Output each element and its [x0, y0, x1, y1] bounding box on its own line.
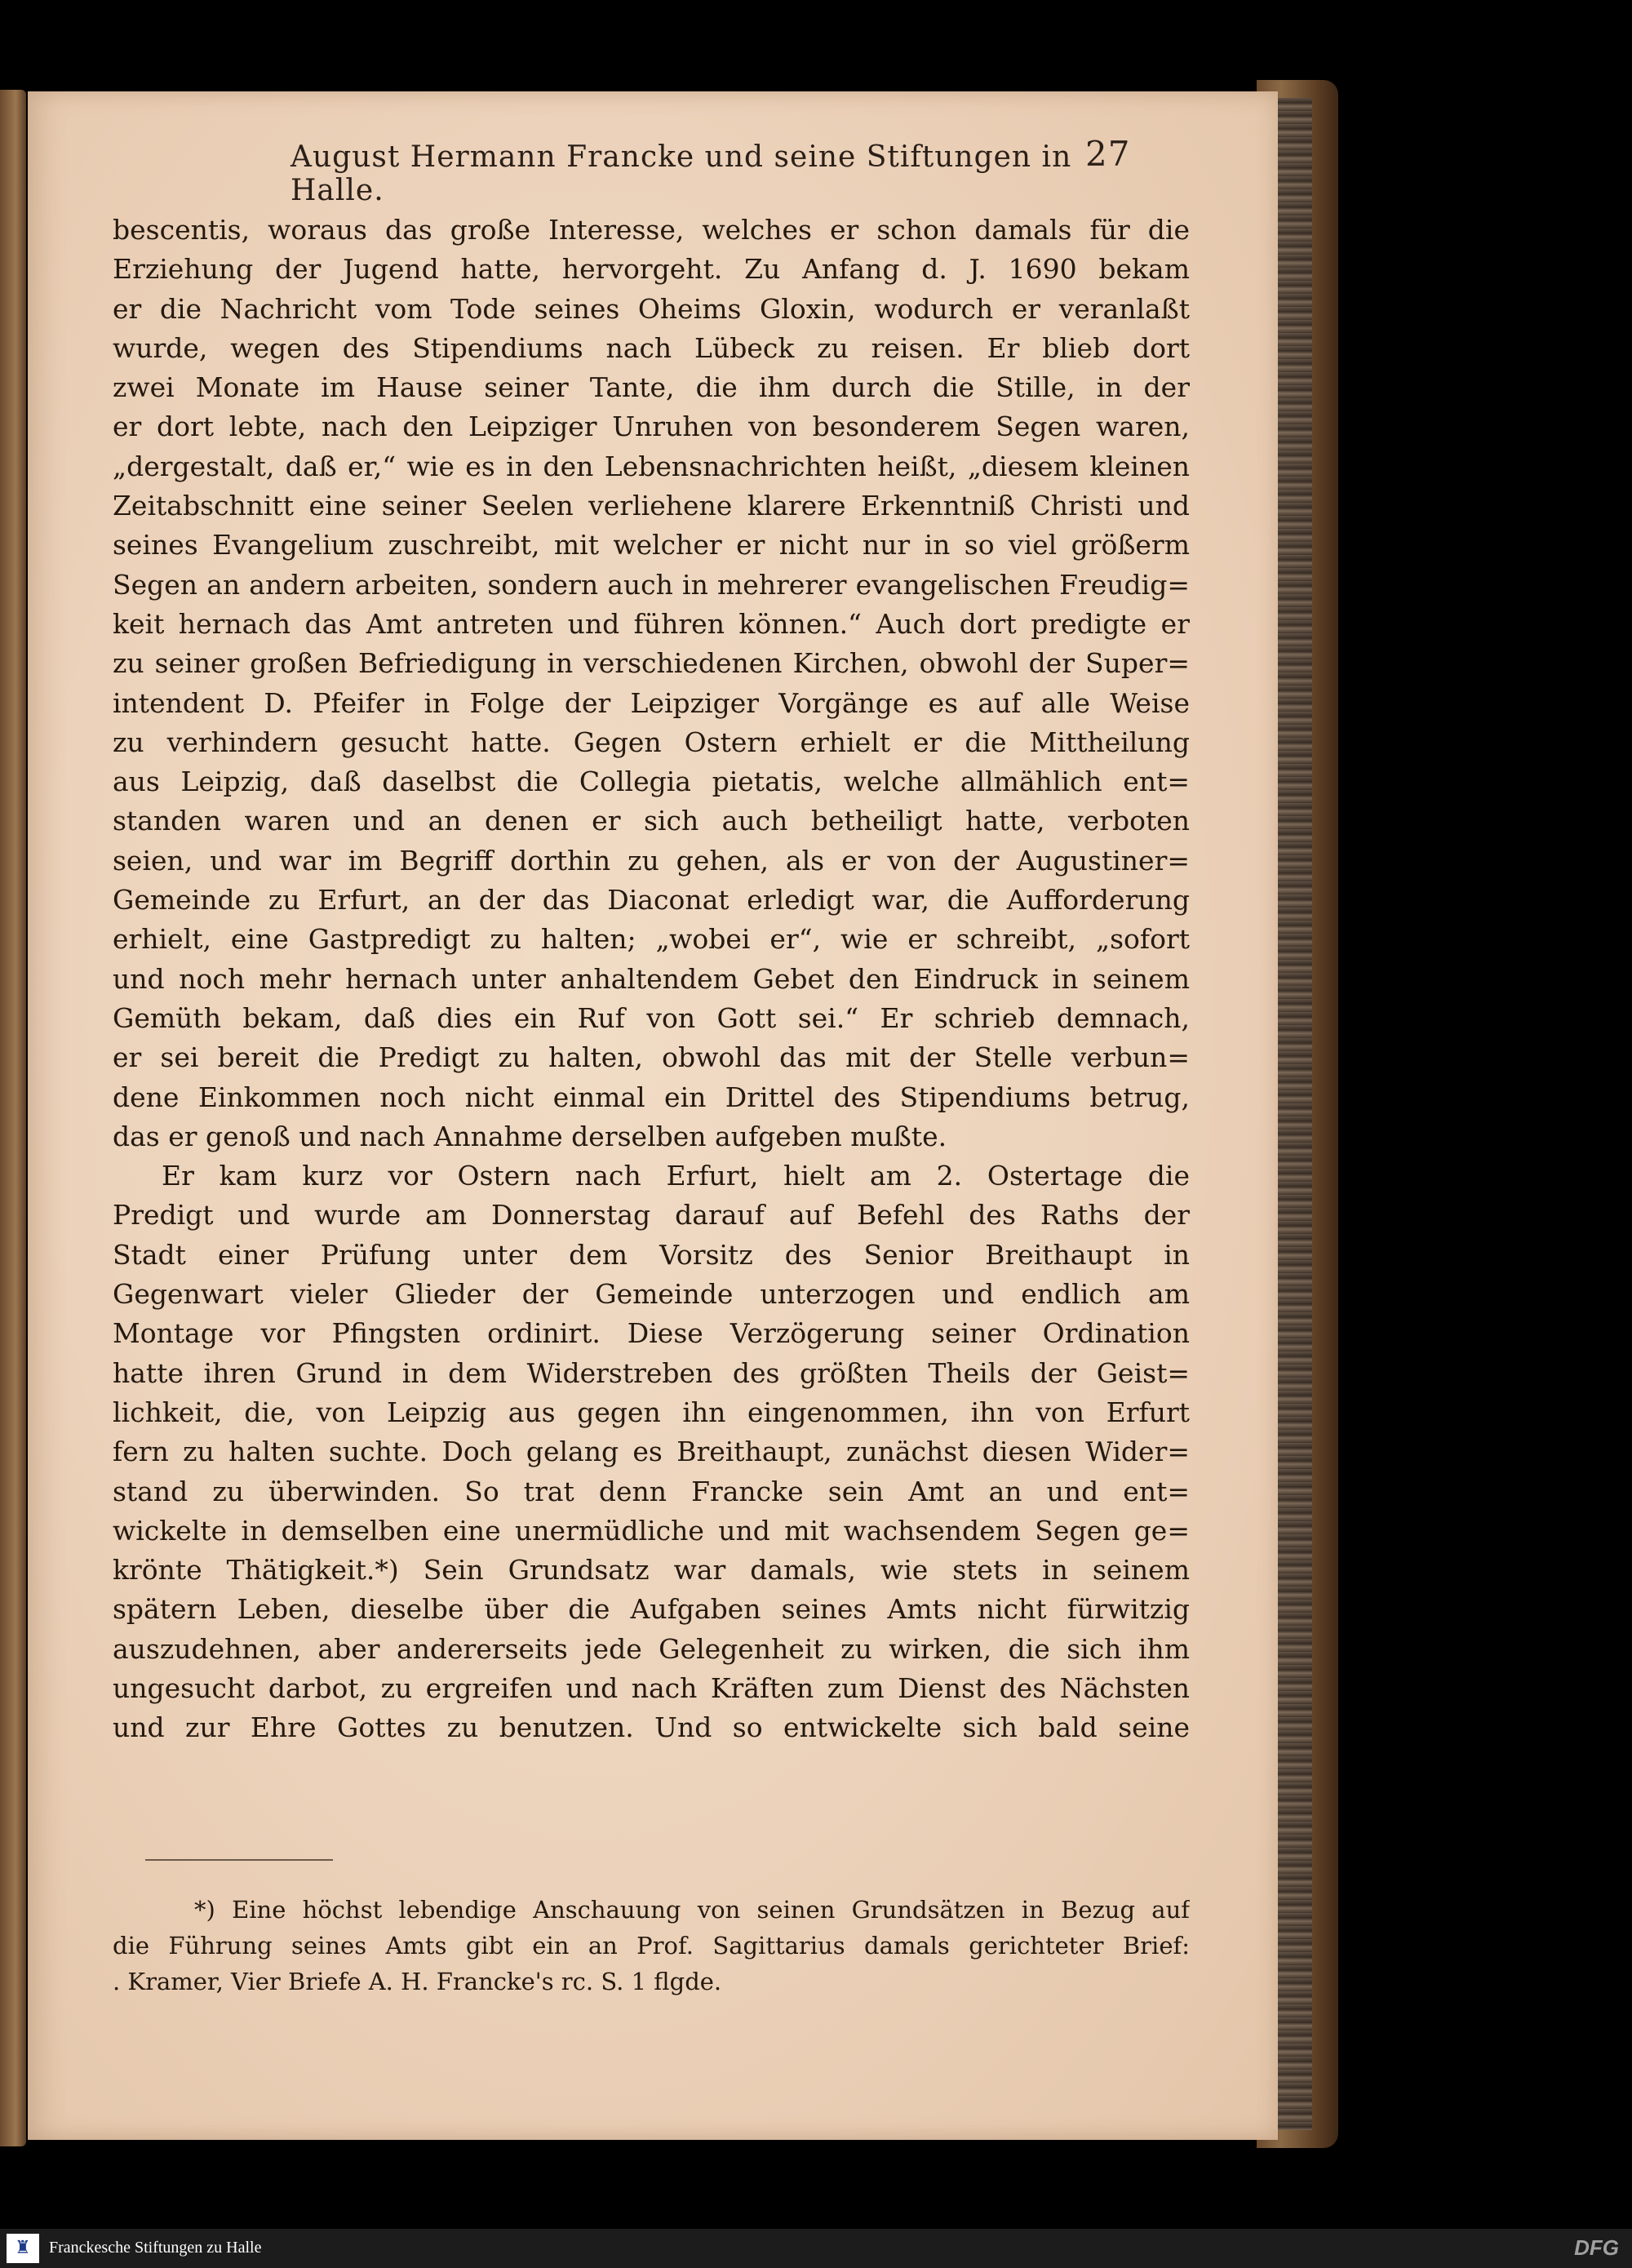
text-line: Gemüth bekam, daß dies ein Ruf von Gott sei.“ Er schrieb demnach,	[113, 1001, 1190, 1034]
text-line: zu verhindern gesucht hatte. Gegen Ostern erhielt er die Mittheilung	[113, 726, 1190, 758]
text-line: wickelte in demselben eine unermüdliche und mit wachsendem Segen ge=	[113, 1514, 1190, 1547]
text-line: spätern Leben, dieselbe über die Aufgaben seines Amts nicht fürwitzig	[113, 1593, 1190, 1626]
text-line: Stadt einer Prüfung unter dem Vorsitz des Senior Breithaupt in	[113, 1238, 1190, 1271]
text-line: zu seiner großen Befriedigung in verschiedenen Kirchen, obwohl der Super=	[113, 647, 1190, 680]
text-line: Gemeinde zu Erfurt, an der das Diaconat erledigt war, die Aufforderung	[113, 884, 1190, 917]
text-line: seines Evangelium zuschreibt, mit welcher er nicht nur in so viel größerm	[113, 529, 1190, 561]
text-line: zwei Monate im Hause seiner Tante, die ihm durch die Stille, in der	[113, 371, 1190, 404]
footer-institution[interactable]: Franckesche Stiftungen zu Halle	[49, 2239, 262, 2257]
footer-bar	[0, 2229, 1632, 2268]
text-line: und noch mehr hernach unter anhaltendem Gebet den Eindruck in seinem	[113, 962, 1190, 995]
running-title: August Hermann Francke und seine Stiftungen in Halle.	[290, 140, 1072, 207]
dfg-logo: DFG	[1574, 2235, 1619, 2260]
text-line: Zeitabschnitt eine seiner Seelen verliehene klarere Erkenntniß Christi und	[113, 490, 1190, 522]
text-line: standen waren und an denen er sich auch betheiligt hatte, verboten	[113, 805, 1190, 837]
footnote-line: die Führung seines Amts gibt ein an Prof. Sagittarius damals gerichteter Brief:	[113, 1932, 1190, 1960]
text-line: auszudehnen, aber andererseits jede Gelegenheit zu wirken, die sich ihm	[113, 1632, 1190, 1665]
text-line: „dergestalt, daß er,“ wie es in den Lebensnachrichten heißt, „diesem kleinen	[113, 450, 1190, 482]
footnote-rule	[145, 1859, 333, 1861]
text-line: er dort lebte, nach den Leipziger Unruhen von besonderem Segen waren,	[113, 411, 1190, 443]
text-line: er die Nachricht vom Tode seines Oheims Gloxin, wodurch er veranlaßt	[113, 292, 1190, 325]
text-line: Gegenwart vieler Glieder der Gemeinde unterzogen und endlich am	[113, 1278, 1190, 1311]
text-line: keit hernach das Amt antreten und führen können.“ Auch dort predigte er	[113, 607, 1190, 640]
text-line: stand zu überwinden. So trat denn Francke sein Amt an und ent=	[113, 1475, 1190, 1507]
footnote-line: *) Eine höchst lebendige Anschauung von seinen Grundsätzen in Bezug auf	[194, 1896, 1190, 1924]
text-line: und zur Ehre Gottes zu benutzen. Und so entwickelte sich bald seine	[113, 1711, 1190, 1744]
body-text	[113, 211, 1190, 1748]
text-line: Predigt und wurde am Donnerstag darauf auf Befehl des Raths der	[113, 1199, 1190, 1232]
text-line: intendent D. Pfeifer in Folge der Leipziger Vorgänge es auf alle Weise	[113, 686, 1190, 719]
book-spine	[0, 90, 26, 2146]
text-line: Segen an andern arbeiten, sondern auch in mehrerer evangelischen Freudig=	[113, 568, 1190, 601]
text-line: das er genoß und nach Annahme derselben aufgeben mußte.	[113, 1120, 947, 1152]
text-line: erhielt, eine Gastpredigt zu halten; „wobei er“, wie er schreibt, „sofort	[113, 923, 1190, 956]
text-line: er sei bereit die Predigt zu halten, obwohl das mit der Stelle verbun=	[113, 1041, 1190, 1074]
text-line: aus Leipzig, daß daselbst die Collegia pietatis, welche allmählich ent=	[113, 766, 1190, 798]
text-line: Er kam kurz vor Ostern nach Erfurt, hielt am 2. Ostertage die	[162, 1160, 1190, 1192]
text-line: ungesucht darbot, zu ergreifen und nach Kräften zum Dienst des Nächsten	[113, 1671, 1190, 1704]
text-line: hatte ihren Grund in dem Widerstreben des größten Theils der Geist=	[113, 1356, 1190, 1389]
text-line: krönte Thätigkeit.*) Sein Grundsatz war damals, wie stets in seinem	[113, 1554, 1190, 1587]
page-edges	[1273, 98, 1312, 2130]
text-line: wurde, wegen des Stipendiums nach Lübeck zu reisen. Er blieb dort	[113, 331, 1190, 364]
footnotes	[113, 1892, 1190, 1999]
page-number: 27	[1085, 134, 1131, 174]
footnote-line: . Kramer, Vier Briefe A. H. Francke's rc. S. 1 flgde.	[113, 1968, 722, 1995]
text-line: Montage vor Pfingsten ordinirt. Diese Verzögerung seiner Ordination	[113, 1317, 1190, 1350]
text-line: fern zu halten suchte. Doch gelang es Breithaupt, zunächst diesen Wider=	[113, 1436, 1190, 1468]
text-line: Erziehung der Jugend hatte, hervorgeht. Zu Anfang d. J. 1690 bekam	[113, 253, 1190, 286]
institution-logo-icon: ♜	[7, 2234, 39, 2263]
text-line: dene Einkommen noch nicht einmal ein Drittel des Stipendiums betrug,	[113, 1081, 1190, 1113]
text-line: bescentis, woraus das große Interesse, welches er schon damals für die	[113, 214, 1190, 246]
text-line: seien, und war im Begriff dorthin zu gehen, als er von der Augustiner=	[113, 844, 1190, 877]
text-line: lichkeit, die, von Leipzig aus gegen ihn eingenommen, ihn von Erfurt	[113, 1396, 1190, 1428]
running-head	[258, 131, 1172, 207]
